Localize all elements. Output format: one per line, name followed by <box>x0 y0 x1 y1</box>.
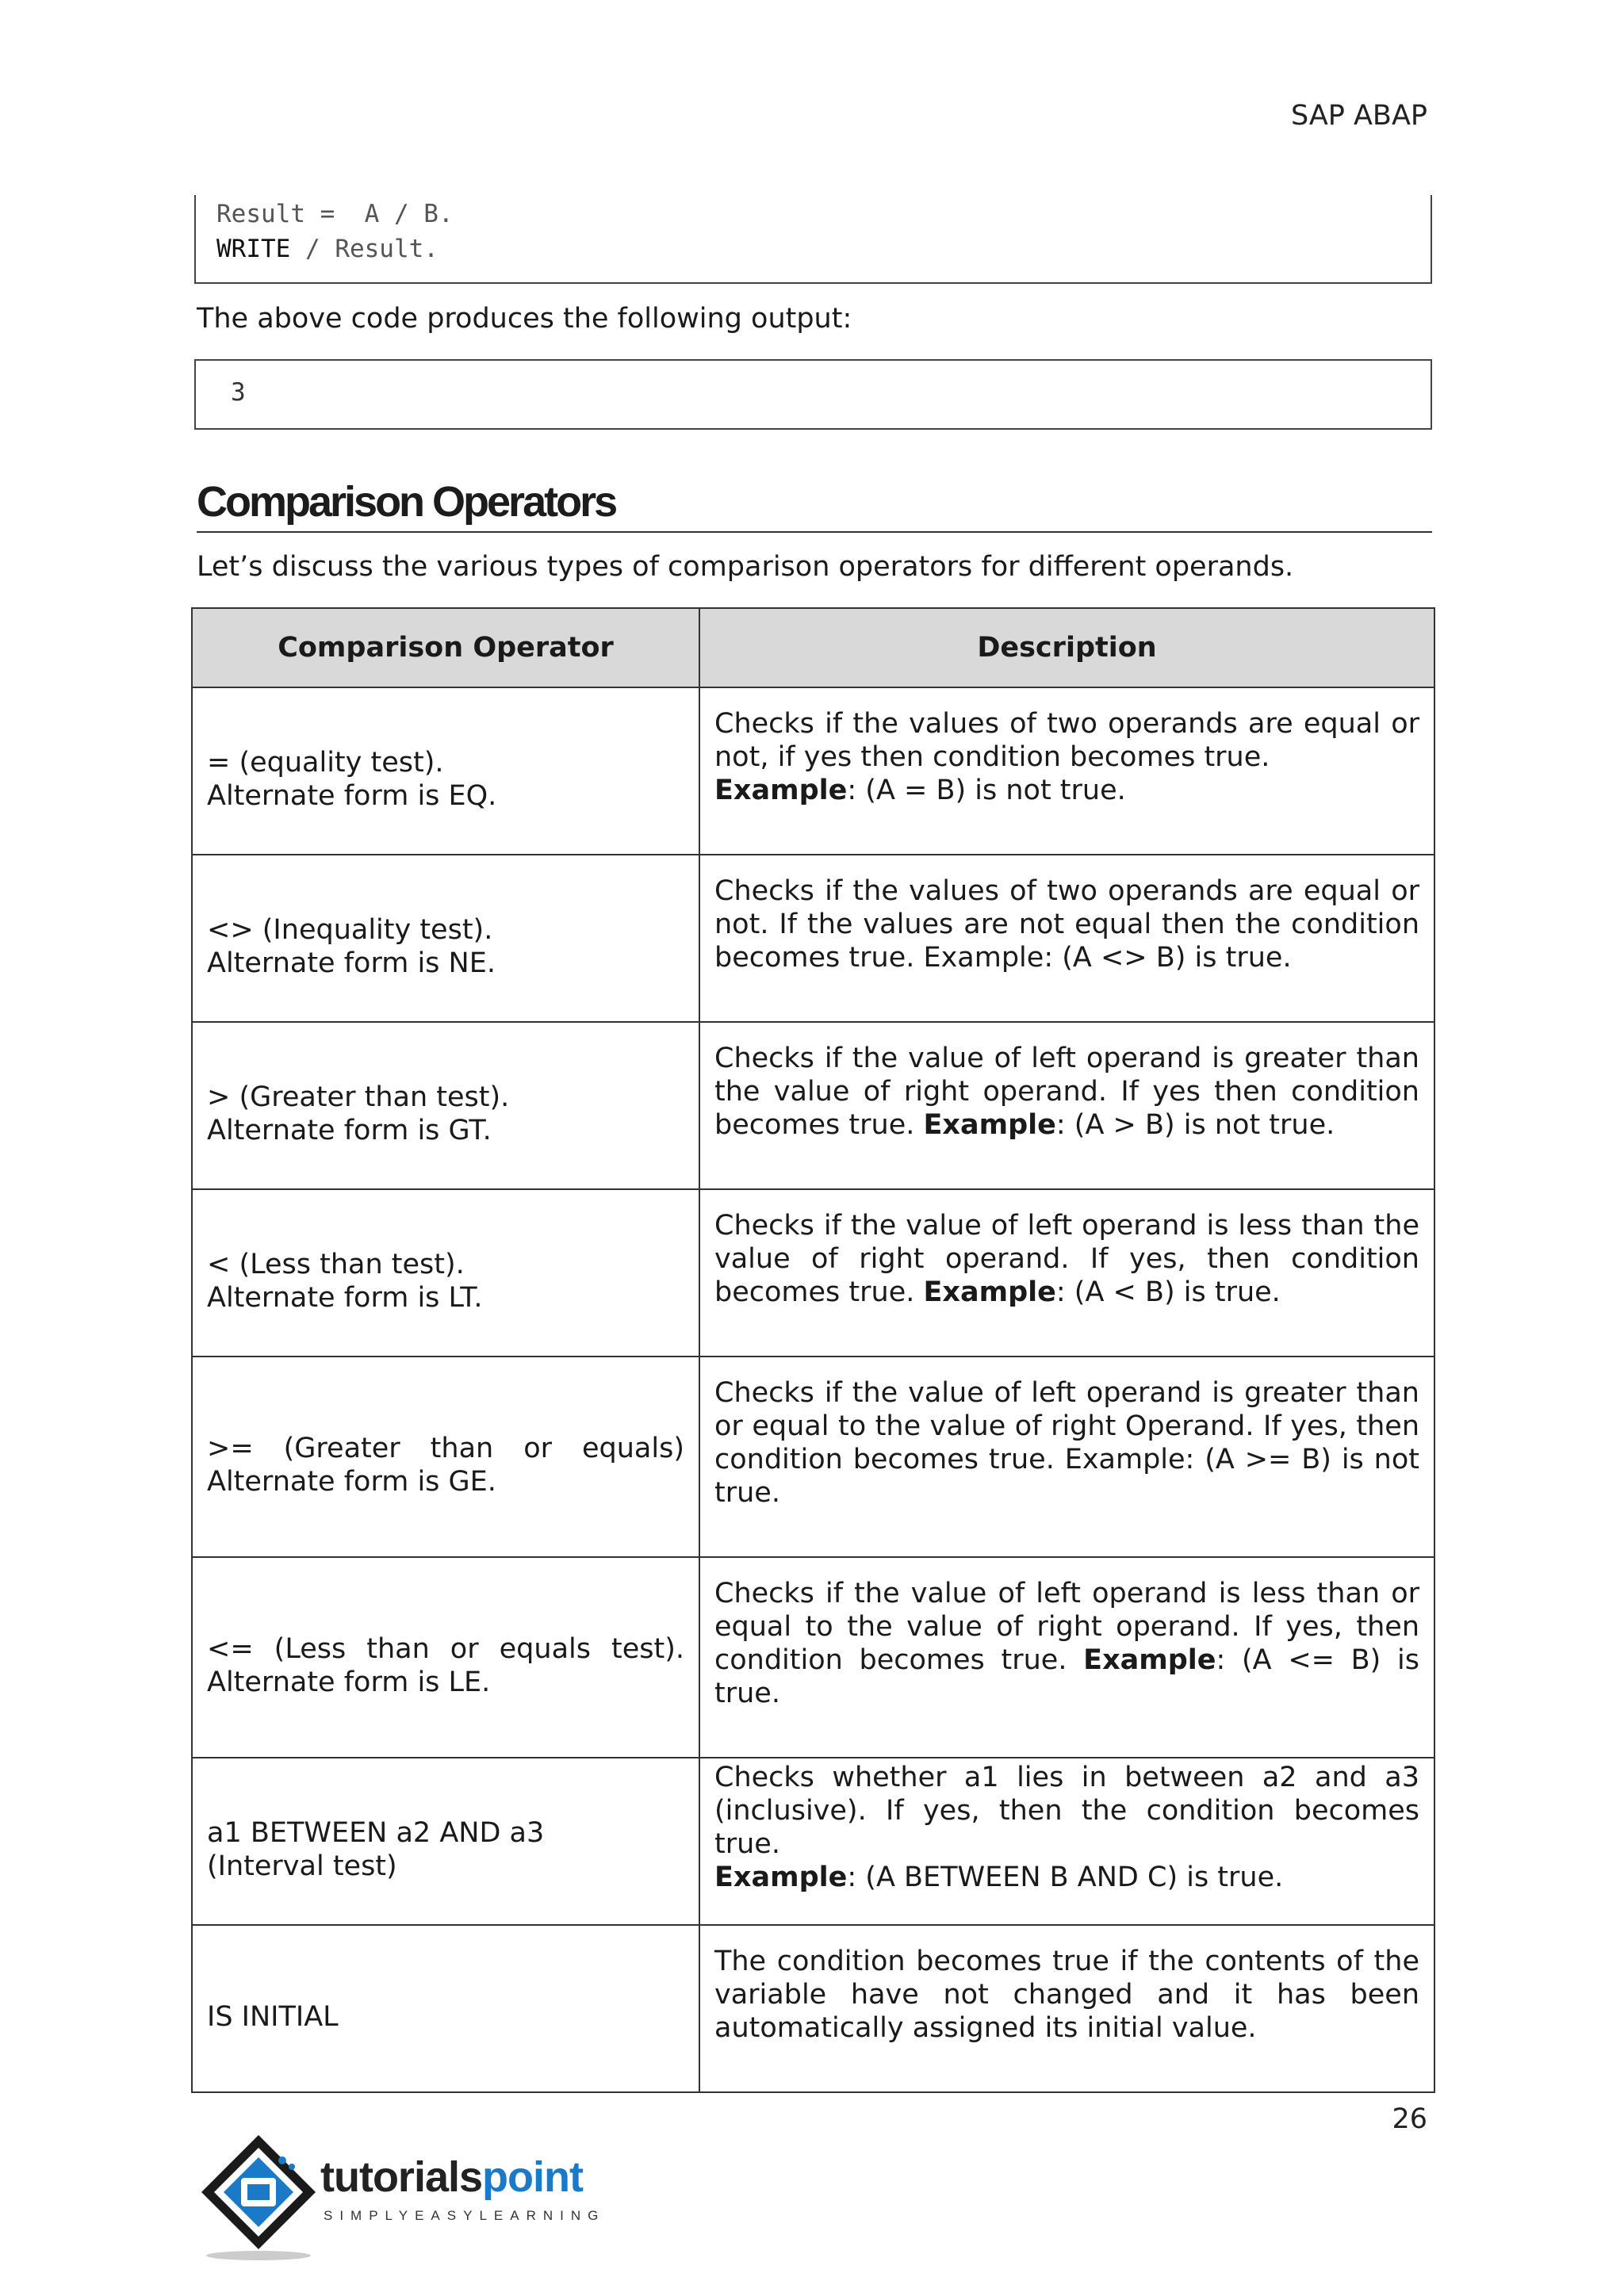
output-block <box>194 359 1432 430</box>
example-label: Example <box>1083 1644 1216 1676</box>
output-value: 3 <box>231 378 246 407</box>
page-header-title: SAP ABAP <box>1290 100 1427 132</box>
example-text: : (A > B) is not true. <box>1055 1108 1335 1141</box>
example-label: Example <box>923 1108 1056 1141</box>
table-row <box>192 1357 1434 1557</box>
code-line-2-rest: / Result. <box>290 235 439 263</box>
description-cell <box>699 1925 1434 2092</box>
description-text: Checks if the values of two operands are equal or not, if yes then condition becomes true. <box>714 707 1419 773</box>
table-header-description: Description <box>699 608 1434 687</box>
comparison-operators-table <box>191 607 1435 2093</box>
section-heading: Comparison Operators <box>197 478 616 526</box>
operator-name: <> (Inequality test). <box>207 913 493 946</box>
description-cell <box>699 1557 1434 1758</box>
operator-cell <box>192 1022 699 1189</box>
description-text: Checks if the value of left operand is less than or equal to the value of right operand. If yes, then condition becomes true. <box>714 1577 1419 1676</box>
operator-name: a1 BETWEEN a2 AND a3 <box>207 1816 545 1849</box>
description-cell <box>699 1022 1434 1189</box>
section-intro: Let’s discuss the various types of comparison operators for different operands. <box>197 551 1294 583</box>
description-text: Checks if the value of left operand is less than the value of right operand. If yes, then condition becomes true. <box>714 1209 1419 1308</box>
operator-cell <box>192 687 699 855</box>
operator-name: = (equality test). <box>207 746 444 779</box>
description-text: Checks if the value of left operand is greater than the value of right operand. If yes then condition becomes true. <box>714 1042 1419 1141</box>
operator-cell <box>192 855 699 1022</box>
table-row <box>192 1925 1434 2092</box>
description-cell <box>699 1357 1434 1557</box>
description-text: Checks if the value of left operand is greater than or equal to the value of right Operand. If yes, then condition becomes true. Example: (A >= B) is not true. <box>714 1376 1419 1509</box>
tutorialspoint-logo <box>195 2129 623 2263</box>
operator-cell <box>192 1758 699 1925</box>
operator-alternate-form: Alternate form is LE. <box>207 1666 491 1698</box>
heading-rule <box>197 531 1432 533</box>
logo-wordmark: tutorialspoint <box>320 2153 583 2201</box>
operator-name: < (Less than test). <box>207 1248 465 1280</box>
description-text: Checks whether a1 lies in between a2 and a3 (inclusive). If yes, then the condition becomes true. <box>714 1761 1419 1860</box>
operator-alternate-form: Alternate form is NE. <box>207 947 496 979</box>
code-keyword: WRITE <box>216 235 291 263</box>
example-label: Example <box>714 1861 848 1893</box>
operator-cell <box>192 1925 699 2092</box>
operator-name: > (Greater than test). <box>207 1081 510 1113</box>
description-cell <box>699 687 1434 855</box>
table-row <box>192 1189 1434 1357</box>
operator-alternate-form: Alternate form is GE. <box>207 1465 496 1498</box>
description-text: Checks if the values of two operands are equal or not. If the values are not equal then the condition becomes true. Example: (A <> B) is true. <box>714 874 1419 974</box>
example-text: : (A = B) is not true. <box>847 774 1126 806</box>
output-intro: The above code produces the following output: <box>197 303 852 335</box>
example-text: : (A < B) is true. <box>1055 1276 1281 1308</box>
logo-tagline: SIMPLYEASYLEARNING <box>324 2208 606 2223</box>
description-cell <box>699 1758 1434 1925</box>
operator-name: >= (Greater than or equals) <box>207 1432 684 1464</box>
table-row <box>192 1022 1434 1189</box>
operator-cell <box>192 1557 699 1758</box>
operator-alternate-form: Alternate form is EQ. <box>207 779 497 812</box>
operator-cell <box>192 1189 699 1357</box>
description-cell <box>699 1189 1434 1357</box>
description-text: The condition becomes true if the contents of the variable have not changed and it has been automatically assigned its initial value. <box>714 1945 1419 2044</box>
example-label: Example <box>714 774 848 806</box>
operator-name: <= (Less than or equals test). <box>207 1632 684 1665</box>
description-cell <box>699 855 1434 1022</box>
table-row <box>192 687 1434 855</box>
table-row <box>192 855 1434 1022</box>
example-label: Example <box>923 1276 1056 1308</box>
table-header-operator: Comparison Operator <box>192 608 699 687</box>
code-block <box>194 195 1432 284</box>
operator-name: IS INITIAL <box>207 2000 339 2033</box>
operator-alternate-form: Alternate form is GT. <box>207 1114 492 1146</box>
logo-diamond-icon <box>195 2129 322 2263</box>
example-text: : (A BETWEEN B AND C) is true. <box>847 1861 1284 1893</box>
table-row <box>192 1557 1434 1758</box>
example-text: : (A <= B) is true. <box>714 1644 1419 1709</box>
operator-alternate-form: Alternate form is LT. <box>207 1281 483 1314</box>
table-body <box>192 687 1434 2092</box>
table-row <box>192 1758 1434 1925</box>
operator-cell <box>192 1357 699 1557</box>
page-number: 26 <box>1392 2103 1427 2135</box>
code-line-1: Result = A / B. <box>216 200 454 228</box>
operator-alternate-form: (Interval test) <box>207 1850 397 1882</box>
code-line-2 <box>216 235 439 263</box>
